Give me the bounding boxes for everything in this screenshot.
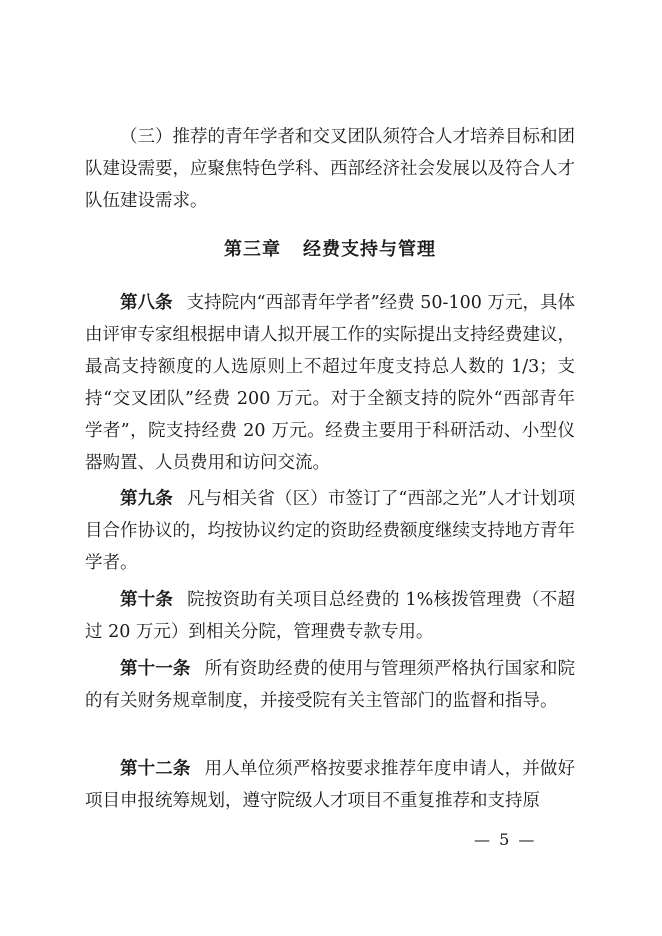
page-number: — 5 — [474, 830, 537, 849]
article-12 [85, 753, 575, 817]
paragraph-item-3: （三）推荐的青年学者和交叉团队须符合人才培养目标和团队建设需要，应聚焦特色学科、西部经济社会发展以及符合人才队伍建设需求。 [85, 127, 575, 211]
article-label: 第十二条 [120, 759, 191, 779]
chapter-title: 经费支持与管理 [303, 239, 436, 260]
article-9 [85, 483, 575, 579]
chapter-number: 第三章 [224, 239, 281, 260]
article-text: 用人单位须严格按要求推荐年度申请人，并做好项目申报统筹规划，遵守院级人才项目不重复推荐和支持原 [85, 759, 576, 811]
article-label: 第十一条 [120, 659, 191, 679]
article-11 [85, 653, 575, 717]
article-8 [85, 287, 575, 479]
article-label: 第十条 [120, 590, 174, 610]
article-text: 支持院内“西部青年学者”经费 50-100 万元，具体由评审专家组根据申请人拟开展工作的实际提出支持经费建议，最高支持额度的人选原则上不超过年度支持总人数的 1/3；支持“交叉团队”经费 200 万元。对于全额支持的院外“西部青年学者”，院支持经费 20 万元。经费主要用于科研活动、小型仪器购置、人员费用和访问交流。 [85, 293, 576, 473]
article-label: 第八条 [120, 293, 173, 313]
article-text: 院按资助有关项目总经费的 1%核拨管理费（不超过 20 万元）到相关分院，管理费专款专用。 [85, 590, 576, 642]
article-text: 凡与相关省（区）市签订了“西部之光”人才计划项目合作协议的，均按协议约定的资助经费额度继续支持地方青年学者。 [85, 489, 575, 573]
article-label: 第九条 [120, 489, 173, 509]
chapter-heading [85, 234, 575, 266]
article-10 [85, 584, 575, 648]
article-text: 所有资助经费的使用与管理须严格执行国家和院的有关财务规章制度，并接受院有关主管部门的监督和指导。 [85, 659, 576, 711]
